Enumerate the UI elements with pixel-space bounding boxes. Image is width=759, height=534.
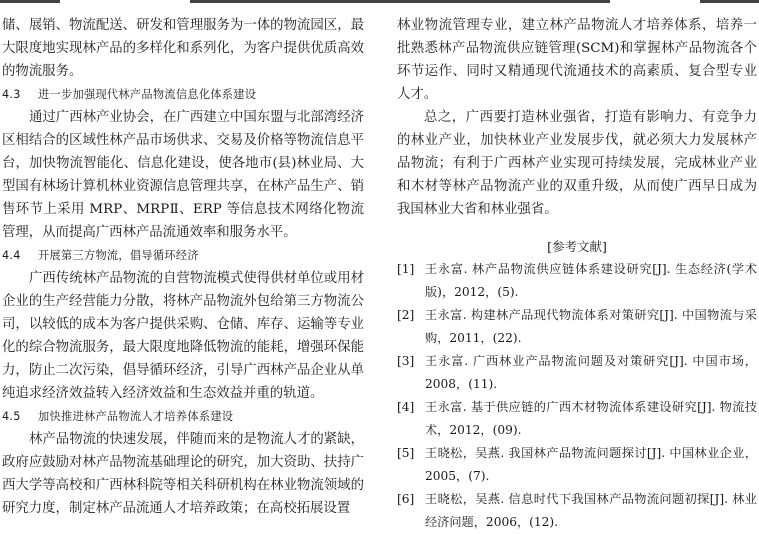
reference-number: [5] <box>397 446 415 460</box>
conclusion-paragraph: 总之，广西要打造林业强省，打造有影响力、有竞争力的林业产业，加快林业产业发展步伐，就必须大力发展林产品物流；有利于广西林产业实现可持续发展，完成林业产业和木材等林产品物流产业的双重升级，从而使广西早日成为我国林业大省和林业强省。 <box>397 110 757 217</box>
reference-text: 王永富. 基于供应链的广西木材物流体系建设研究[J]. 物流技术，2012，(09). <box>425 400 757 437</box>
paragraph-continued: 储、展销、物流配送、研发和管理服务为一体的物流园区，最大限度地实现林产品的多样化和系列化，为客户提供优质高效的物流服务。 <box>2 18 364 79</box>
page-header-rule <box>0 0 759 5</box>
section-title: 开展第三方物流，倡导循环经济 <box>38 249 199 262</box>
reference-text: 王永富. 广西林业产品物流问题及对策研究[J]. 中国市场，2008，(11). <box>425 354 757 391</box>
references-title: [参考文献] <box>547 239 607 254</box>
reference-item <box>397 488 757 534</box>
section-body-4-5: 林产品物流的快速发展，伴随而来的是物流人才的紧缺，政府应鼓励对林产品物流基础理论的研究，加大资助、扶持广西大学等高校和广西林科院等相关科研机构在林业物流领域的研究力度，制定林产品流通人才培养政策；在高校拓展设置 <box>2 432 364 516</box>
section-heading-4-5 <box>2 405 364 428</box>
reference-text: 王永富. 构建林产品现代物流体系对策研究[J]. 中国物流与采购，2011，(22). <box>425 308 757 345</box>
section-body-4-3: 通过广西林产业协会，在广西建立中国东盟与北部湾经济区相结合的区域性林产品市场供求、交易及价格等物流信息平台，加快物流智能化、信息化建设，使各地市(县)林业局、大型国有林场计算机林业资源信息管理共享，在林产品生产、销售环节上采用 MRP、MRPⅡ、ERP 等信息技术网络化物流管理，从而提高广西林产品流通效率和服务水平。 <box>2 110 364 240</box>
reference-number: [3] <box>397 354 415 368</box>
reference-text: 王永富. 林产品物流供应链体系建设研究[J]. 生态经济(学术版)，2012，(5). <box>425 262 757 299</box>
section-heading-4-3 <box>2 83 364 106</box>
section-number: 4.3 <box>2 88 21 101</box>
section-body-4-4: 广西传统林产品物流的自营物流模式使得供材单位或用材企业的生产经营能力分散，将林产品物流外包给第三方物流公司，以较低的成本为客户提供采购、仓储、库存、运输等专业化的综合物流服务，最大限度地降低物流的能耗，增强环保能力，防止二次污染，倡导循环经济，引导广西林产品企业从单纯追求经济效益转入经济效益和生态效益并重的轨道。 <box>2 271 364 401</box>
reference-text: 王晓松，吴燕. 我国林产品物流问题探讨[J]. 中国林业企业，2005，(7). <box>425 446 757 483</box>
section-heading-4-4 <box>2 244 364 267</box>
reference-item <box>397 442 757 488</box>
reference-number: [4] <box>397 400 415 414</box>
paragraph-continued: 林业物流管理专业，建立林产品物流人才培养体系，培养一批熟悉林产品物流供应链管理(SCM)和掌握林产品物流各个环节运作、同时又精通现代流通技术的高素质、复合型专业人才。 <box>397 18 757 102</box>
reference-number: [2] <box>397 308 415 322</box>
section-number: 4.4 <box>2 249 21 262</box>
right-column <box>397 14 757 534</box>
reference-text: 王晓松，吴燕. 信息时代下我国林产品物流问题初探[J]. 林业经济问题，2006，(12). <box>425 492 757 529</box>
left-column <box>2 14 364 520</box>
reference-item <box>397 350 757 396</box>
reference-item <box>397 396 757 442</box>
reference-number: [1] <box>397 262 415 276</box>
reference-item <box>397 304 757 350</box>
section-number: 4.5 <box>2 410 21 423</box>
reference-number: [6] <box>397 492 415 506</box>
section-title: 加快推进林产品物流人才培养体系建设 <box>38 410 234 423</box>
section-title: 进一步加强现代林产品物流信息化体系建设 <box>38 88 257 101</box>
reference-item <box>397 258 757 304</box>
